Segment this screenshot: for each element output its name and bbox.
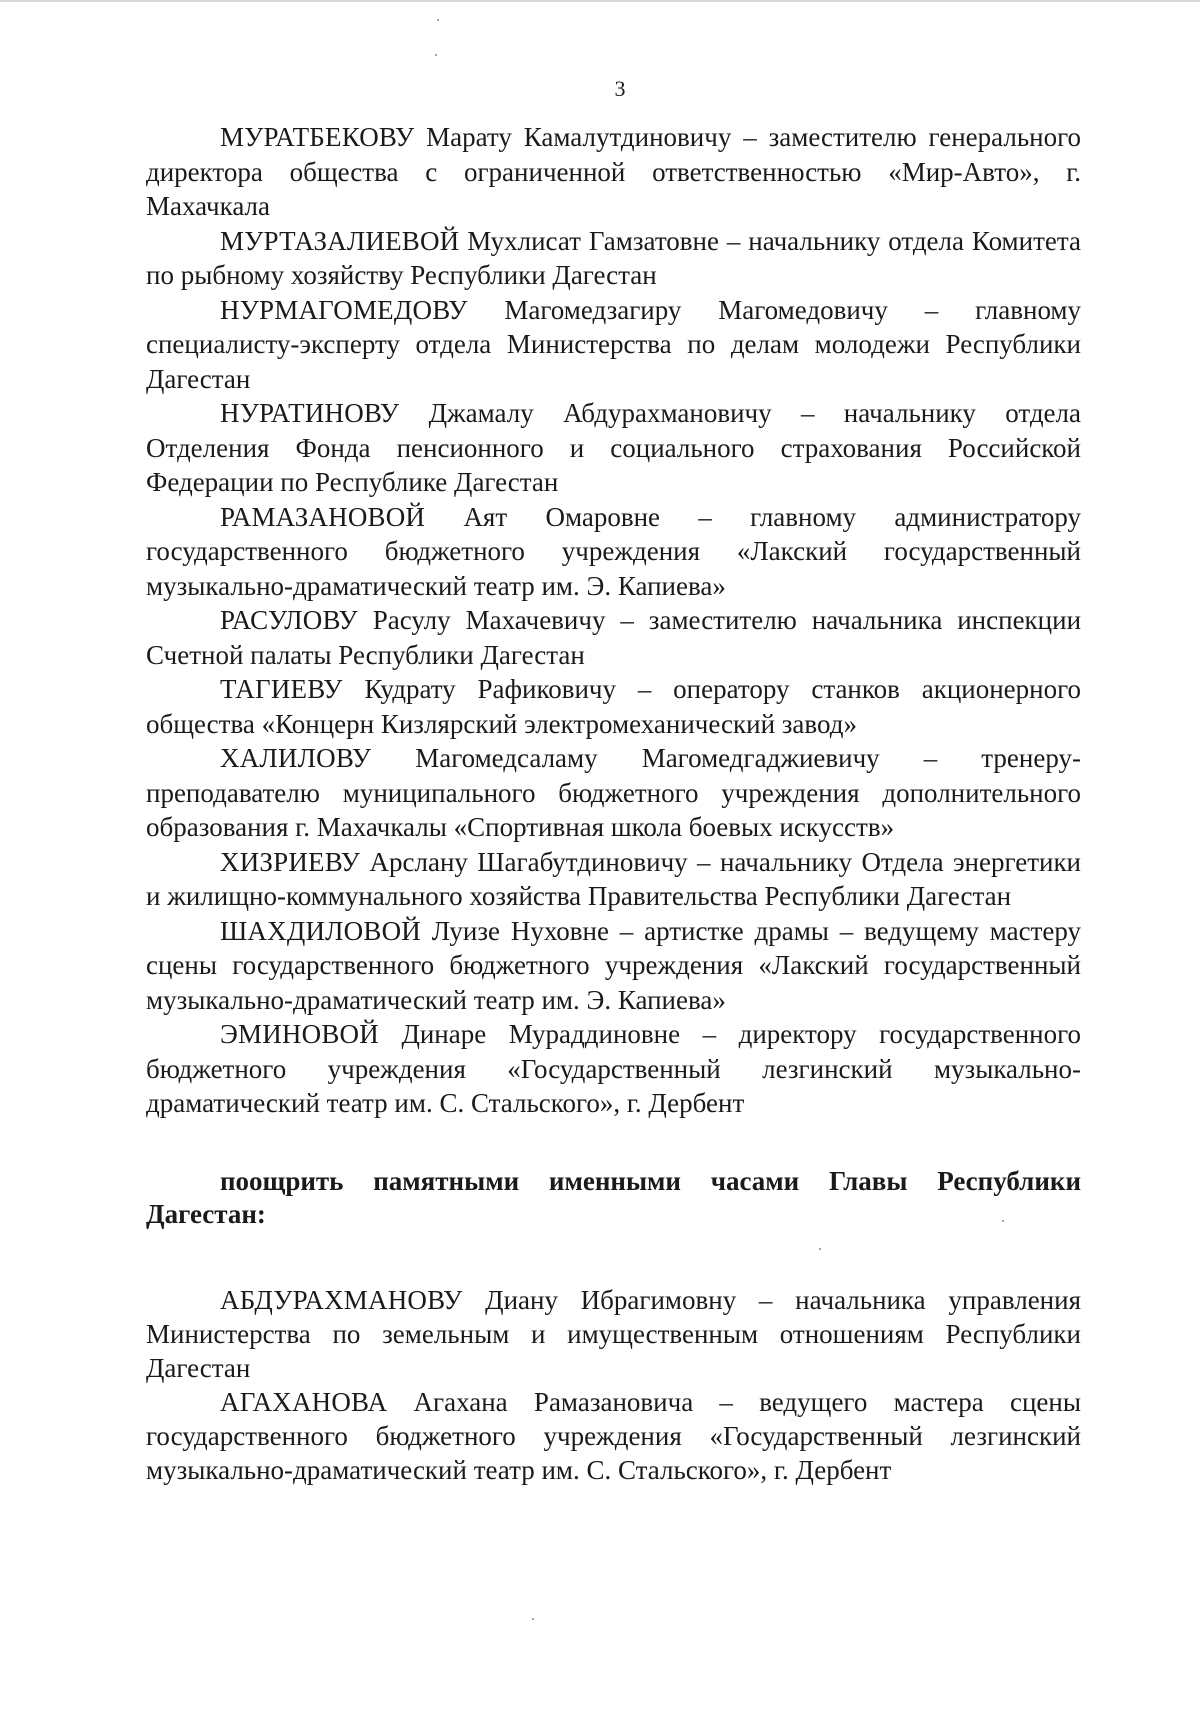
list-item bbox=[146, 1385, 1081, 1487]
person-surname: ЭМИНОВОЙ bbox=[220, 1019, 379, 1049]
document-body bbox=[146, 120, 1081, 1487]
section-heading: поощрить памятными именными часами Главы Республики Дагестан: bbox=[146, 1165, 1081, 1229]
list-item bbox=[146, 914, 1081, 1018]
person-details: Магомедсаламу Магомедгаджиевичу – тренеру-преподавателю муниципального бюджетного учреждения дополнительного образования г. Махачкалы «Спортивная школа боевых искусств» bbox=[146, 743, 1081, 842]
list-item bbox=[146, 224, 1081, 293]
list-item bbox=[146, 672, 1081, 741]
person-details: Магомедзагиру Магомедовичу – главному специалисту-эксперту отдела Министерства по делам молодежи Республики Дагестан bbox=[146, 294, 1082, 394]
person-surname: ШАХДИЛОВОЙ bbox=[220, 915, 421, 946]
person-surname: НУРАТИНОВУ bbox=[220, 398, 400, 428]
scan-speck bbox=[435, 54, 437, 56]
person-details: Диану Ибрагимовну – начальника управления Министерства по земельным и имущественным отношениям Республики Дагестан bbox=[146, 1284, 1081, 1383]
scan-edge-line bbox=[0, 0, 1200, 2]
list-item bbox=[146, 845, 1081, 914]
person-surname: РАСУЛОВУ bbox=[220, 605, 358, 635]
awarded-list bbox=[146, 120, 1081, 1121]
person-details: Арслану Шагабутдиновичу – начальнику Отдела энергетики и жилищно-коммунального хозяйства Правительства Республики Дагестан bbox=[146, 846, 1082, 911]
person-details: Аят Омаровне – главному администратору государственного бюджетного учреждения «Лакский государственный музыкально-драматический театр им. Э. Капиева» bbox=[146, 501, 1082, 601]
person-details: Луизе Нуховне – артистке драмы – ведущему мастеру сцены государственного бюджетного учреждения «Лакский государственный музыкально-драматический театр им. Э. Капиева» bbox=[146, 915, 1081, 1015]
person-details: Расулу Махачевичу – заместителю начальника инспекции Счетной палаты Республики Дагестан bbox=[146, 605, 1082, 670]
watches-list bbox=[146, 1283, 1081, 1487]
person-surname: ХАЛИЛОВУ bbox=[220, 743, 372, 773]
person-surname: ХИЗРИЕВУ bbox=[220, 846, 361, 877]
scan-speck bbox=[437, 19, 439, 21]
page-number: 3 bbox=[614, 76, 626, 101]
person-surname: НУРМАГОМЕДОВУ bbox=[220, 294, 468, 325]
person-details: Кудрату Рафиковичу – оператору станков акционерного общества «Концерн Кизлярский электромеханический завод» bbox=[146, 674, 1081, 739]
person-details: Динаре Мураддиновне – директору государственного бюджетного учреждения «Государственный лезгинский музыкально-драматический театр им. С. Стальского», г. Дербент bbox=[146, 1019, 1081, 1118]
list-item bbox=[146, 500, 1081, 604]
list-item bbox=[146, 120, 1081, 224]
person-surname: АБДУРАХМАНОВУ bbox=[220, 1284, 463, 1315]
person-details: Джамалу Абдурахмановичу – начальнику отдела Отделения Фонда пенсионного и социального страхования Российской Федерации по Республике Дагестан bbox=[146, 398, 1081, 497]
person-details: Марату Камалутдиновичу – заместителю генерального директора общества с ограниченной ответственностью «Мир-Авто», г. Махачкала bbox=[146, 122, 1081, 221]
scan-speck bbox=[819, 1248, 821, 1250]
list-item bbox=[146, 603, 1081, 672]
scan-speck bbox=[532, 1618, 534, 1620]
person-surname: МУРАТБЕКОВУ bbox=[220, 122, 415, 152]
list-item bbox=[146, 741, 1081, 845]
list-item bbox=[146, 396, 1081, 500]
list-item bbox=[146, 1017, 1081, 1121]
list-item bbox=[146, 1283, 1081, 1385]
person-surname: ТАГИЕВУ bbox=[220, 674, 343, 704]
person-details: Мухлисат Гамзатовне – начальнику отдела Комитета по рыбному хозяйству Республики Дагестан bbox=[146, 225, 1081, 290]
person-surname: РАМАЗАНОВОЙ bbox=[220, 501, 426, 532]
person-surname: АГАХАНОВА bbox=[220, 1386, 388, 1417]
list-item bbox=[146, 293, 1081, 397]
person-surname: МУРТАЗАЛИЕВОЙ bbox=[220, 225, 460, 256]
person-details: Агахана Рамазановича – ведущего мастера сцены государственного бюджетного учреждения «Государственный лезгинский музыкально-драматический театр им. С. Стальского», г. Дербент bbox=[146, 1386, 1081, 1485]
scan-speck bbox=[1002, 1220, 1004, 1222]
